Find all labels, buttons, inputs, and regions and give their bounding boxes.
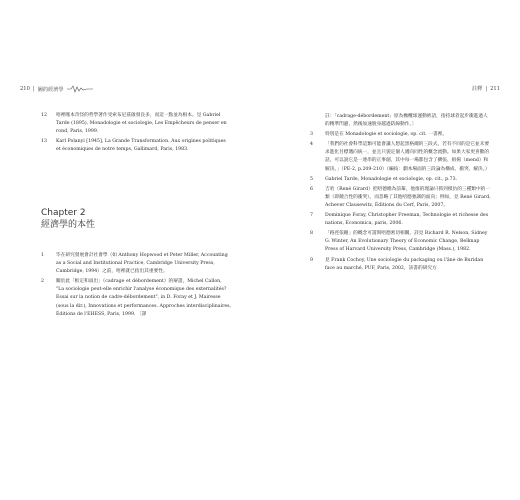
- footnote-text: 唔裡噻本奇怪的哲學著作受索布尼茲啟發良多，而這一點並為根本。見 Gabriel Tarde (1895), Monadologie et sociologie, Les Empêcheurs de penser en rond, Paris, 1999.: [56, 113, 227, 135]
- footnote-text: 見 Frank Cochoy, Une sociologie du packaging ou l'âne de Buridan face au marché, PUF, Paris, 2002，該書的研究方: [325, 257, 484, 271]
- footnote-5: [310, 176, 492, 184]
- left-running-title: 圖的經濟學: [37, 86, 64, 93]
- wave-ornament-icon: [67, 85, 93, 93]
- footnote-text: Gabriel Tarde, Monadologie et sociologie, op. cit., p.73.: [325, 176, 458, 182]
- footnote-number: 2: [41, 279, 44, 285]
- footnote-2: [41, 278, 231, 318]
- footnote-number: 8: [310, 231, 313, 237]
- footnote-text: 註：「cadrage-débordement」原為橄欖球運動術語，指持球者起步衝進過人的精準閃避，然後加速脫身越過防線動作。〕: [325, 114, 488, 128]
- left-notes-bottom: [41, 252, 231, 321]
- right-page-number: 211: [490, 85, 500, 92]
- footnote-text: 「路徑依賴」的概念可謂與唔德密切相關，詳見 Richard R. Nelson, Sidney G. Winter, An Evolutionary Theory of Economic Change, Belknap Press of Harvard University Press, Cambridge (Mass.), 1982.: [325, 231, 488, 253]
- footnote-number: 4: [310, 142, 313, 148]
- footnote-number: 6: [310, 186, 313, 192]
- chapter-heading: [41, 208, 95, 231]
- footnote-1: [41, 252, 231, 276]
- footnote-number: 7: [310, 213, 313, 219]
- running-head-separator: |: [32, 86, 35, 92]
- footnote-number: 12: [41, 113, 47, 118]
- footnote-number: 13: [41, 139, 47, 145]
- footnote-text: 吉哈（René Girard）把唔德總為前輩，他推的理論只抓到模仿的三種類中的一類（即競合性的衝突）。而忽略了其他唔德強調的面向；例如，見 René Girard, Achever Clausewitz, Éditions du Cerf, Paris, 2007。: [325, 186, 491, 208]
- footnote-text: 「我們的社會科學這類可能會讓人想起黑格爾的三段式，若有不同的是它並未要求進化目標邁向統一，並且只貌定個人邁向同性的概念流動。如果大家更喜歡的話，可以說它是一連串的正事創，其中每一場都包含了擴張、組揚（mend）和解決。」（PE-2, p.209-210）（編按：劇本場面的三段論為構成、衝突、解決。）: [325, 142, 490, 172]
- footnote-4: [310, 141, 492, 173]
- footnote-7: [310, 212, 492, 228]
- running-head-separator: |: [485, 85, 488, 92]
- footnote-9: [310, 257, 492, 273]
- right-running-title: 註釋: [471, 86, 483, 92]
- footnote-number: 1: [41, 253, 44, 258]
- footnote-number: 3: [310, 132, 313, 138]
- footnote-13: [41, 138, 231, 154]
- footnote-text: Dominique Foray, Christopher Freeman, Technologie et richesse des nations, Economica, paris, 2006.: [325, 213, 489, 227]
- footnote-8: [310, 230, 492, 254]
- left-page-number: 210: [20, 86, 30, 92]
- footnote-continuation: [310, 113, 492, 129]
- left-running-head: [20, 85, 93, 93]
- footnote-number: 9: [310, 257, 313, 263]
- right-notes: [310, 113, 492, 275]
- right-running-head: [472, 85, 500, 92]
- chapter-label: Chapter 2: [41, 208, 86, 218]
- left-notes-top: [41, 112, 231, 156]
- footnote-text: 特別是在 Monadologie et sociologie, op. cit. 一書裡。: [325, 132, 448, 138]
- footnote-6: [310, 186, 492, 210]
- footnote-12: [41, 112, 231, 136]
- chapter-title: 經濟學的本性: [41, 220, 96, 230]
- footnote-text: Karl Polanyi [1945], La Grande Transformation. Aux origines politiques et économiques de notre temps, Gallimard, Paris, 1983.: [56, 139, 226, 153]
- footnote-text: 毕在研究發展會計社會學（如 Anthony Hopwood et Peter Miller, Accounting as a Social and Institutional Practice, Cambridge University Press, Cambridge, 1994）之前，唔裡就已指出其重要性。: [56, 253, 228, 275]
- footnote-number: 5: [310, 176, 313, 182]
- footnote-text: 關於此「框定和溢出」（cadrage et débordement）的辯證，Michel Callon, "La sociologie peut-elle enrichir l'analyse économique des externalités? Essai sur la notion de cadre-débordement", in D. Foray et J. Mairesse (sous la dir.), Innovations et performances. Approches interdisciplinaires, Éditions de l'EHESS, Paris, 1999. 〔譯: [56, 279, 231, 317]
- footnote-3: [310, 131, 492, 139]
